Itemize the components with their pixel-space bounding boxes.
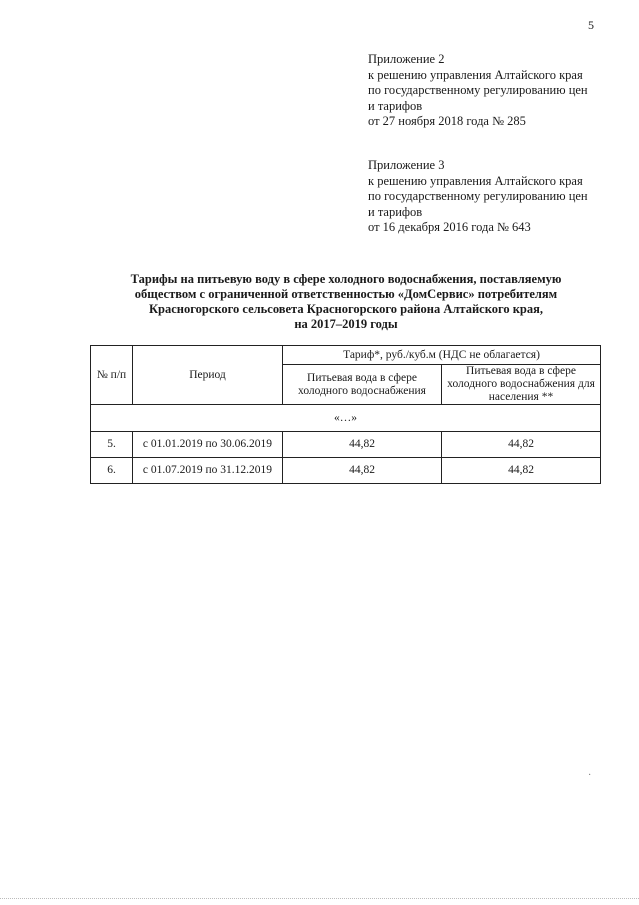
ellipsis-cell: «…»	[91, 405, 601, 432]
appendix-date: от 16 декабря 2016 года № 643	[368, 220, 531, 234]
appendix-date: от 27 ноября 2018 года № 285	[368, 114, 526, 128]
appendix-3-block	[368, 158, 628, 236]
title-line: Тарифы на питьевую воду в сфере холодного водоснабжения, поставляемую	[130, 272, 562, 286]
title-line: на 2017–2019 годы	[294, 317, 398, 331]
cell-number: 6.	[91, 458, 133, 484]
page-bottom-edge	[0, 898, 639, 900]
document-title	[96, 272, 596, 332]
scan-speck: ·	[588, 770, 592, 781]
appendix-title: Приложение 3	[368, 158, 445, 172]
appendix-line: к решению управления Алтайского края	[368, 173, 583, 188]
cell-population: 44,82	[442, 458, 601, 484]
cell-period: с 01.01.2019 по 30.06.2019	[133, 432, 283, 458]
appendix-line: и тарифов	[368, 98, 423, 113]
appendix-line: по государственному регулированию цен	[368, 189, 588, 203]
header-tariff-group: Тариф*, руб./куб.м (НДС не облагается)	[283, 346, 601, 365]
cell-period: с 01.07.2019 по 31.12.2019	[133, 458, 283, 484]
appendix-2-block	[368, 52, 628, 130]
appendix-line: к решению управления Алтайского края	[368, 67, 583, 82]
appendix-line: по государственному регулированию цен	[368, 83, 588, 97]
page-number: 5	[588, 18, 594, 32]
cell-population: 44,82	[442, 432, 601, 458]
appendix-line: и тарифов	[368, 204, 423, 219]
appendix-title: Приложение 2	[368, 52, 445, 66]
header-period: Период	[133, 346, 283, 405]
header-cold-water: Питьевая вода в сфере холодного водоснабжения	[283, 365, 442, 405]
table-row-ellipsis	[91, 405, 601, 432]
title-line: обществом с ограниченной ответственностью «ДомСервис» потребителям	[134, 287, 558, 301]
cell-number: 5.	[91, 432, 133, 458]
tariff-table	[90, 345, 601, 484]
cell-cold-water: 44,82	[283, 432, 442, 458]
title-line: Красногорского сельсовета Красногорского района Алтайского края,	[148, 302, 544, 316]
cell-cold-water: 44,82	[283, 458, 442, 484]
table-header-row	[91, 346, 601, 365]
header-number: № п/п	[91, 346, 133, 405]
table-row	[91, 458, 601, 484]
header-population: Питьевая вода в сфере холодного водоснабжения для населения **	[442, 365, 601, 405]
table-row	[91, 432, 601, 458]
